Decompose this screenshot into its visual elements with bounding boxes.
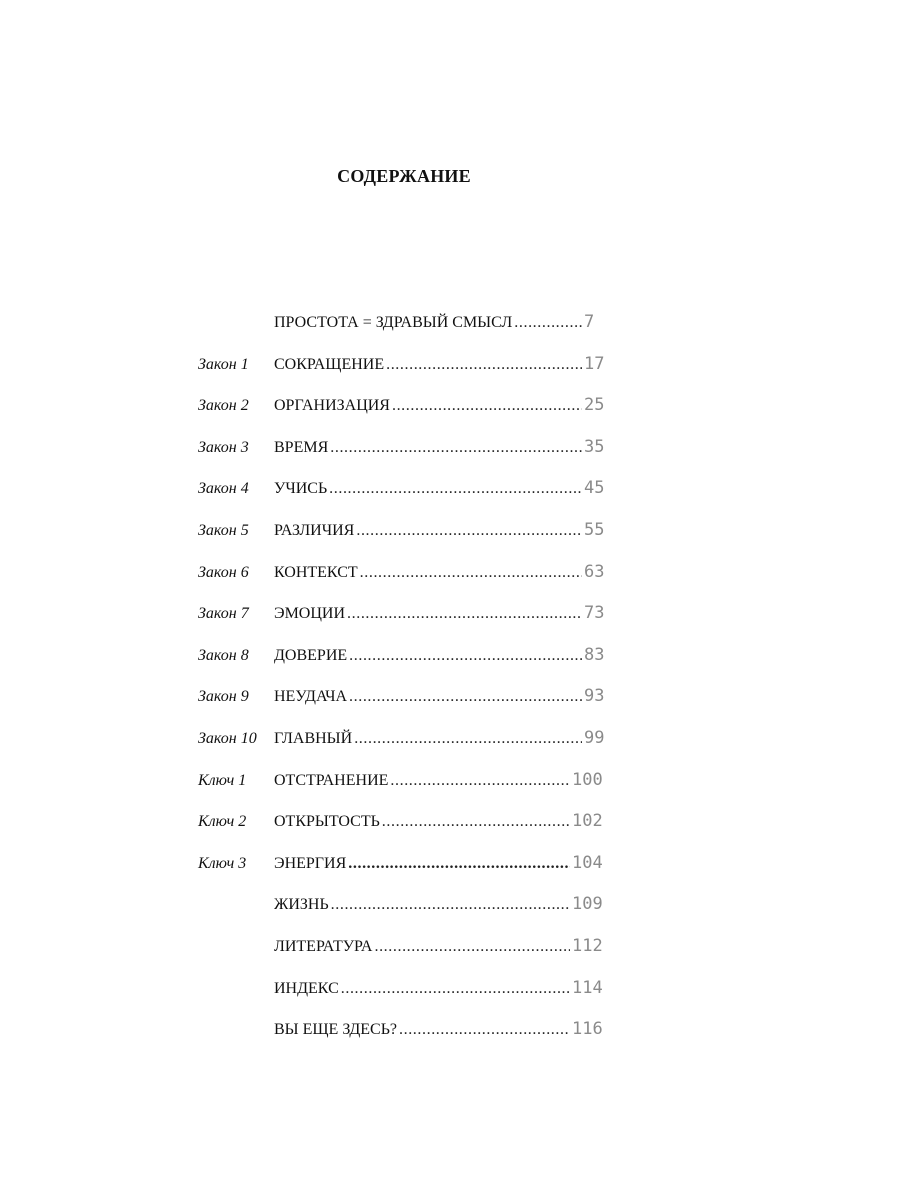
toc-entry-label: Ключ 1 bbox=[198, 771, 247, 789]
toc-entry-title: ВЫ ЕЩЕ ЗДЕСЬ? bbox=[274, 1021, 397, 1039]
dot-leader bbox=[330, 439, 582, 457]
toc-entry[interactable] bbox=[198, 395, 614, 437]
toc-entry[interactable] bbox=[198, 1019, 614, 1061]
dot-leader bbox=[354, 730, 582, 748]
toc-entry-title: УЧИСЬ bbox=[274, 480, 328, 498]
toc-entry-page: 7 bbox=[584, 312, 595, 332]
toc-entry-label: Ключ 3 bbox=[198, 854, 247, 872]
toc-entry[interactable] bbox=[198, 520, 614, 562]
toc-entry-page: 55 bbox=[584, 519, 605, 540]
toc-entry-label: Ключ 2 bbox=[198, 813, 247, 831]
dot-leader bbox=[399, 1021, 570, 1039]
toc-entry-title: ОТСТРАНЕНИЕ bbox=[274, 771, 389, 789]
toc-entry-label: Закон 6 bbox=[198, 563, 249, 581]
dot-leader bbox=[331, 896, 570, 914]
dot-leader bbox=[349, 688, 582, 706]
toc-entry[interactable] bbox=[198, 811, 614, 853]
toc-entry-label: Закон 5 bbox=[198, 521, 249, 539]
toc-entry-title: ЭМОЦИИ bbox=[274, 605, 346, 623]
toc-entry-page: 116 bbox=[572, 1019, 603, 1040]
toc-entry[interactable] bbox=[198, 478, 614, 520]
dot-leader bbox=[374, 938, 570, 956]
toc-entry-label: Закон 4 bbox=[198, 480, 249, 498]
dot-leader bbox=[349, 647, 582, 665]
toc-entry[interactable] bbox=[198, 770, 614, 812]
toc-entry[interactable] bbox=[198, 645, 614, 687]
toc-entry-page: 99 bbox=[584, 727, 605, 748]
toc-entry-title: ЛИТЕРАТУРА bbox=[274, 937, 373, 955]
toc-entry[interactable] bbox=[198, 894, 614, 936]
toc-entry-title: НЕУДАЧА bbox=[274, 688, 348, 706]
toc-entry-page: 112 bbox=[572, 935, 603, 956]
page-title: СОДЕРЖАНИЕ bbox=[337, 166, 471, 186]
toc-entry-page: 102 bbox=[572, 811, 603, 832]
toc-entry-title: ОТКРЫТОСТЬ bbox=[274, 813, 380, 831]
toc-entry-title: ДОВЕРИЕ bbox=[274, 646, 348, 664]
toc-entry-title: ЭНЕРГИЯ bbox=[274, 854, 347, 872]
toc-entry-title: ЖИЗНЬ bbox=[274, 896, 329, 914]
dot-leader bbox=[514, 314, 582, 332]
dot-leader bbox=[348, 855, 570, 873]
toc-entry-title: ПРОСТОТА = ЗДРАВЫЙ СМЫСЛ bbox=[274, 314, 513, 331]
toc-entry-title: ГЛАВНЫЙ bbox=[274, 729, 353, 747]
toc-entry-page: 17 bbox=[584, 353, 605, 374]
dot-leader bbox=[356, 522, 582, 540]
dot-leader bbox=[329, 480, 582, 498]
toc-entry-page: 100 bbox=[572, 769, 603, 790]
toc-entry-title: ОРГАНИЗАЦИЯ bbox=[274, 397, 390, 415]
toc-entry-page: 104 bbox=[572, 852, 603, 873]
toc-entry-page: 114 bbox=[572, 977, 603, 998]
toc-entry[interactable] bbox=[198, 686, 614, 728]
toc-entry-label: Закон 2 bbox=[198, 397, 249, 415]
dot-leader bbox=[382, 813, 570, 831]
toc-entry-label: Закон 9 bbox=[198, 688, 249, 706]
dot-leader bbox=[390, 772, 570, 790]
toc-entry[interactable] bbox=[198, 437, 614, 479]
toc-entry-page: 63 bbox=[584, 561, 605, 582]
toc-entry[interactable] bbox=[198, 853, 614, 895]
toc-entry-label: Закон 1 bbox=[198, 355, 249, 373]
dot-leader bbox=[360, 564, 582, 582]
toc-entry-page: 45 bbox=[584, 478, 605, 499]
toc-entry-title: ИНДЕКС bbox=[274, 979, 339, 997]
dot-leader bbox=[341, 980, 570, 998]
toc-entry-page: 35 bbox=[584, 436, 605, 457]
toc-entry[interactable] bbox=[198, 603, 614, 645]
toc-entry-page: 73 bbox=[584, 603, 605, 624]
toc-entry-label: Закон 3 bbox=[198, 438, 249, 456]
toc-entry-label: Закон 10 bbox=[198, 729, 257, 747]
toc-entry-title: ВРЕМЯ bbox=[274, 438, 329, 456]
toc-entry-label: Закон 7 bbox=[198, 605, 249, 623]
toc-entry-label: Закон 8 bbox=[198, 646, 249, 664]
toc-entry[interactable] bbox=[198, 312, 614, 354]
toc-entry-title: КОНТЕКСТ bbox=[274, 563, 358, 581]
toc-entry-title: СОКРАЩЕНИЕ bbox=[274, 355, 385, 373]
toc-entry-page: 25 bbox=[584, 395, 605, 416]
dot-leader bbox=[347, 605, 582, 623]
toc-entry[interactable] bbox=[198, 936, 614, 978]
dot-leader bbox=[386, 356, 582, 374]
toc-entry-page: 93 bbox=[584, 686, 605, 707]
toc-entry-title: РАЗЛИЧИЯ bbox=[274, 521, 355, 539]
toc-entry-page: 109 bbox=[572, 894, 603, 915]
toc-entry[interactable] bbox=[198, 354, 614, 396]
toc-entry[interactable] bbox=[198, 728, 614, 770]
table-of-contents bbox=[198, 312, 628, 1061]
toc-entry[interactable] bbox=[198, 562, 614, 604]
toc-entry[interactable] bbox=[198, 978, 614, 1020]
toc-entry-page: 83 bbox=[584, 644, 605, 665]
dot-leader bbox=[392, 397, 582, 415]
